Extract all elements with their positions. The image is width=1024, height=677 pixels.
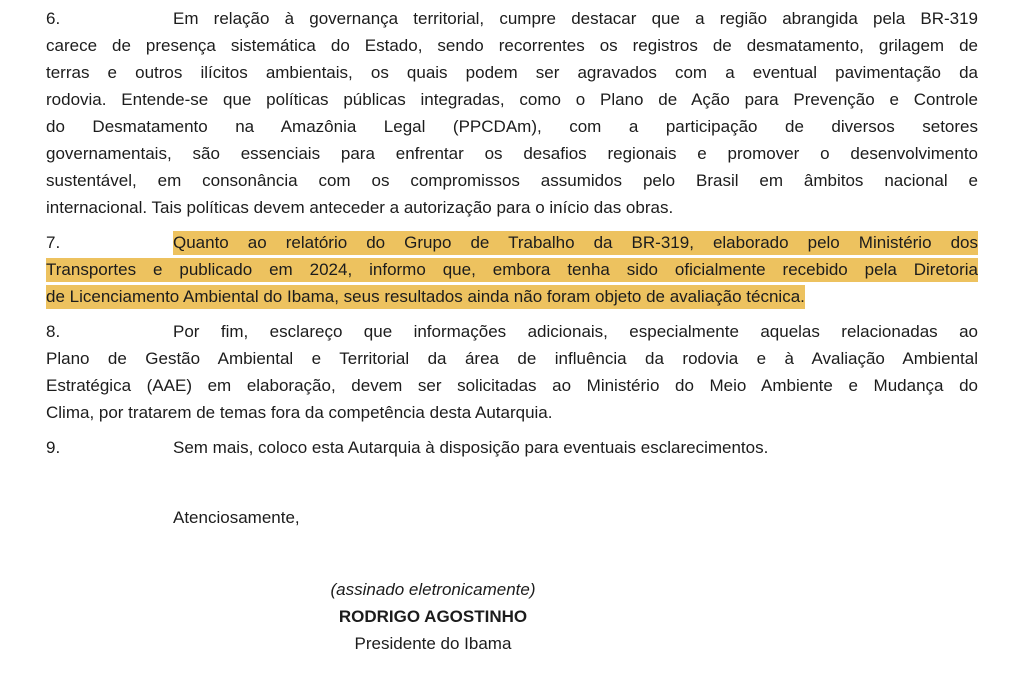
paragraph-number: 8.: [46, 322, 61, 341]
text-line: [46, 399, 978, 426]
text-line: [46, 229, 978, 256]
paragraph-text: rodovia. Entende-se que políticas públicas integradas, como o Plano de Ação para Prevenção e Controle: [46, 90, 978, 109]
paragraph-text: sustentável, em consonância com os compromissos assumidos pelo Brasil em âmbitos nacional e: [46, 171, 978, 190]
text-line: [46, 5, 978, 32]
text-line: [46, 86, 978, 113]
text-line: [46, 167, 978, 194]
paragraph-text: internacional. Tais políticas devem anteceder a autorização para o início das obras.: [46, 198, 674, 217]
text-line: [46, 194, 978, 221]
paragraph-8: [46, 318, 978, 426]
paragraph-text: Por fim, esclareço que informações adicionais, especialmente aquelas relacionadas ao: [173, 322, 978, 341]
text-line: [46, 140, 978, 167]
signature-title: Presidente do Ibama: [354, 634, 512, 653]
paragraph-text: Plano de Gestão Ambiental e Territorial da área de influência da rodovia e à Avaliação Ambiental: [46, 349, 978, 368]
signature-name: RODRIGO AGOSTINHO: [338, 607, 528, 626]
paragraph-number: 7.: [46, 233, 61, 252]
paragraph-number: 6.: [46, 9, 61, 28]
signature-note: (assinado eletronicamente): [330, 580, 536, 599]
paragraph-text: governamentais, são essenciais para enfrentar os desafios regionais e promover o desenvolvimento: [46, 144, 978, 163]
text-line: [46, 345, 978, 372]
paragraph-number: 9.: [46, 438, 61, 457]
paragraph-text: Sem mais, coloco esta Autarquia à disposição para eventuais esclarecimentos.: [173, 438, 769, 457]
highlighted-text: Quanto ao relatório do Grupo de Trabalho da BR-319, elaborado pelo Ministério dos: [173, 231, 978, 255]
text-line: [46, 318, 978, 345]
text-line: [46, 256, 978, 283]
paragraph-text: carece de presença sistemática do Estado, sendo recorrentes os registros de desmatamento, grilagem de: [46, 36, 978, 55]
paragraph-6: [46, 5, 978, 221]
closing-text: Atenciosamente,: [173, 508, 300, 527]
text-line: [46, 434, 978, 461]
paragraph-text: do Desmatamento na Amazônia Legal (PPCDAm), com a participação de diversos setores: [46, 117, 978, 136]
paragraph-text: terras e outros ilícitos ambientais, os quais podem ser agravados com a eventual pavimentação da: [46, 63, 978, 82]
paragraph-9: [46, 434, 978, 461]
text-line: [46, 283, 978, 310]
text-line: [46, 59, 978, 86]
text-line: [46, 113, 978, 140]
paragraph-text: Estratégica (AAE) em elaboração, devem ser solicitadas ao Ministério do Meio Ambiente e Mudança do: [46, 376, 978, 395]
paragraph-text: Em relação à governança territorial, cumpre destacar que a região abrangida pela BR-319: [173, 9, 978, 28]
signature-block: [46, 576, 820, 657]
paragraph-7-highlighted: [46, 229, 978, 310]
text-line: [46, 372, 978, 399]
paragraph-text: Clima, por tratarem de temas fora da competência desta Autarquia.: [46, 403, 553, 422]
highlighted-text: Transportes e publicado em 2024, informo que, embora tenha sido oficialmente recebido pela Diretoria: [46, 258, 978, 282]
text-line: [46, 32, 978, 59]
highlighted-text: de Licenciamento Ambiental do Ibama, seus resultados ainda não foram objeto de avaliação técnica.: [46, 285, 805, 309]
